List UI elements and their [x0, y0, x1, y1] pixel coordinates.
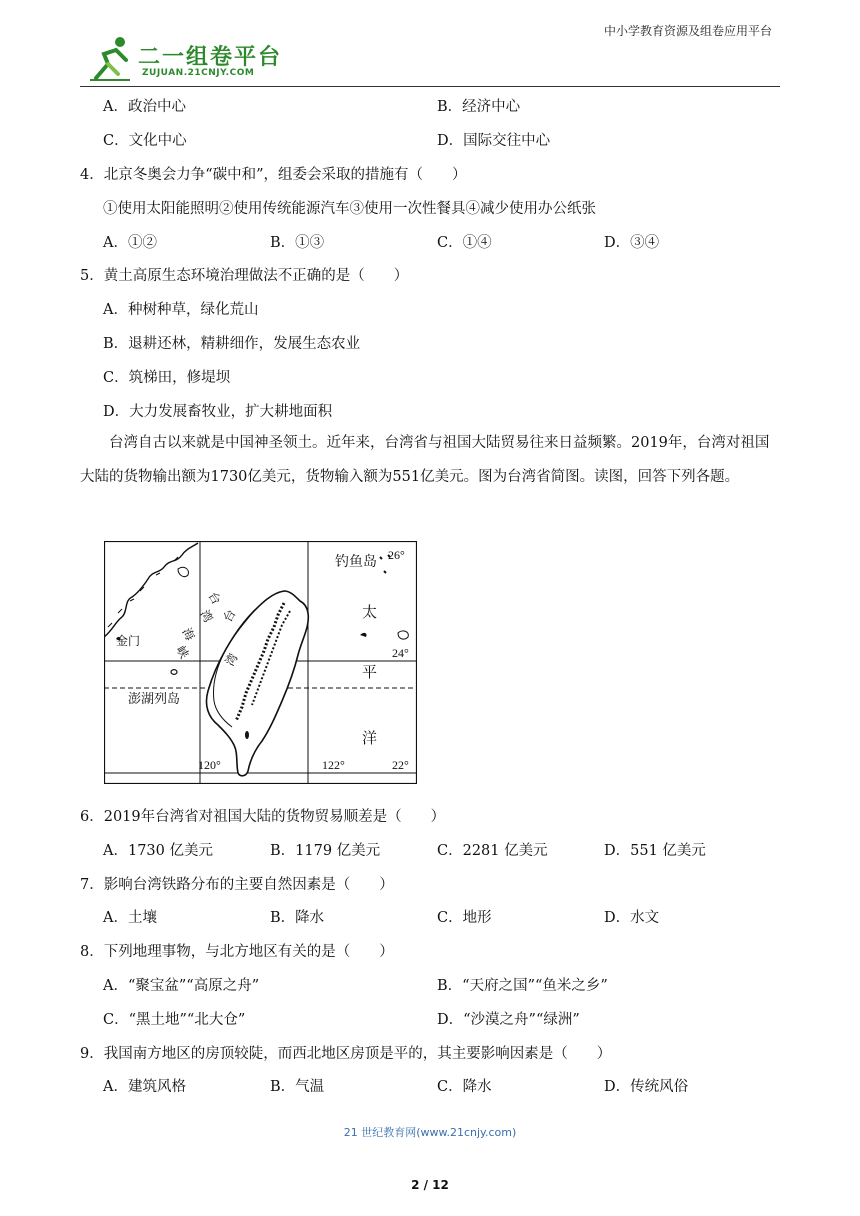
- label-ocean-1: 太: [362, 605, 378, 621]
- header-divider: [80, 86, 780, 87]
- q7-option-d: D．水文: [604, 910, 660, 926]
- q5-option-b: B．退耕还林，精耕细作，发展生态农业: [103, 336, 361, 352]
- q5-option-c: C．筑梯田，修堤坝: [103, 370, 231, 386]
- q4-stem: 4．北京冬奥会力争“碳中和”，组委会采取的措施有（ ）: [80, 167, 467, 183]
- q6-option-b: B．1179 亿美元: [270, 843, 381, 859]
- q4-items: ①使用太阳能照明②使用传统能源汽车③使用一次性餐具④减少使用办公纸张: [103, 201, 596, 217]
- label-lon-120: 120°: [198, 758, 221, 772]
- label-ocean-2: 平: [362, 665, 378, 681]
- label-jinmen: 金门: [116, 634, 141, 648]
- q8-option-a: A．“聚宝盆”“高原之舟”: [103, 978, 260, 994]
- label-lat-26: 26°: [388, 548, 405, 562]
- page-number: 2 / 12: [411, 1178, 449, 1192]
- label-strait-2: 湾: [197, 607, 216, 625]
- q4-option-d: D．③④: [604, 235, 660, 251]
- q6-option-c: C．2281 亿美元: [437, 843, 548, 859]
- passage-text: 台湾自古以来就是中国神圣领土。近年来，台湾省与祖国大陆贸易往来日益频繁。2019年，台湾对祖国大陆的货物输出额为1730亿美元，货物输入额为551亿美元。图为台湾省简图。读图，回答下列各题。: [80, 435, 770, 485]
- q9-option-a: A．建筑风格: [103, 1079, 186, 1095]
- label-lon-122: 122°: [322, 758, 345, 772]
- logo: [86, 34, 286, 86]
- q7-option-b: B．降水: [270, 910, 325, 926]
- label-lat-22: 22°: [392, 758, 409, 772]
- q3-option-d: D．国际交往中心: [437, 133, 551, 149]
- q5-option-d: D．大力发展畜牧业，扩大耕地面积: [103, 404, 333, 420]
- q8-stem: 8．下列地理事物，与北方地区有关的是（ ）: [80, 944, 394, 960]
- q5-stem: 5．黄土高原生态环境治理做法不正确的是（ ）: [80, 268, 409, 284]
- label-strait-1: 台: [205, 589, 224, 607]
- q4-option-b: B．①③: [270, 235, 325, 251]
- label-diaoyu: 钓鱼岛: [335, 555, 377, 570]
- q4-option-c: C．①④: [437, 235, 492, 251]
- label-lat-24: 24°: [392, 646, 409, 660]
- label-strait-4: 峡: [173, 643, 192, 661]
- runner-logo-icon: [86, 34, 136, 84]
- platform-name: 中小学教育资源及组卷应用平台: [603, 24, 772, 38]
- taiwan-map: [104, 541, 417, 784]
- q3-option-b: B．经济中心: [437, 99, 521, 115]
- q9-option-c: C．降水: [437, 1079, 492, 1095]
- label-penghu: 澎湖列岛: [128, 691, 181, 706]
- q6-stem: 6．2019年台湾省对祖国大陆的货物贸易顺差是（ ）: [80, 809, 446, 825]
- q5-option-a: A．种树种草，绿化荒山: [103, 302, 259, 318]
- label-strait-3: 海: [179, 625, 198, 643]
- q4-option-a: A．①②: [103, 235, 157, 251]
- q8-option-c: C．“黑土地”“北大仓”: [103, 1012, 246, 1028]
- q8-option-b: B．“天府之国”“鱼米之乡”: [437, 978, 608, 994]
- q3-option-c: C．文化中心: [103, 133, 187, 149]
- q3-option-a: A．政治中心: [103, 99, 186, 115]
- q7-option-c: C．地形: [437, 910, 492, 926]
- q6-option-a: A．1730 亿美元: [103, 843, 213, 859]
- label-ocean-3: 洋: [362, 731, 378, 747]
- q9-option-d: D．传统风俗: [604, 1079, 689, 1095]
- q9-option-b: B．气温: [270, 1079, 325, 1095]
- label-isle-1: 台: [220, 607, 239, 625]
- logo-text: 二一组卷平台: [138, 45, 283, 70]
- logo-subtext: ZUJUAN.21CNJY.COM: [142, 68, 255, 78]
- q6-option-d: D．551 亿美元: [604, 843, 706, 859]
- q8-option-d: D．“沙漠之舟”“绿洲”: [437, 1012, 580, 1028]
- q9-stem: 9．我国南方地区的房顶较陡，而西北地区房顶是平的，其主要影响因素是（ ）: [80, 1046, 612, 1062]
- q7-option-a: A．土壤: [103, 910, 157, 926]
- label-isle-2: 湾: [222, 651, 241, 669]
- footer-site-link[interactable]: 21 世纪教育网(www.21cnjy.com): [343, 1126, 517, 1139]
- q7-stem: 7．影响台湾铁路分布的主要自然因素是（ ）: [80, 877, 394, 893]
